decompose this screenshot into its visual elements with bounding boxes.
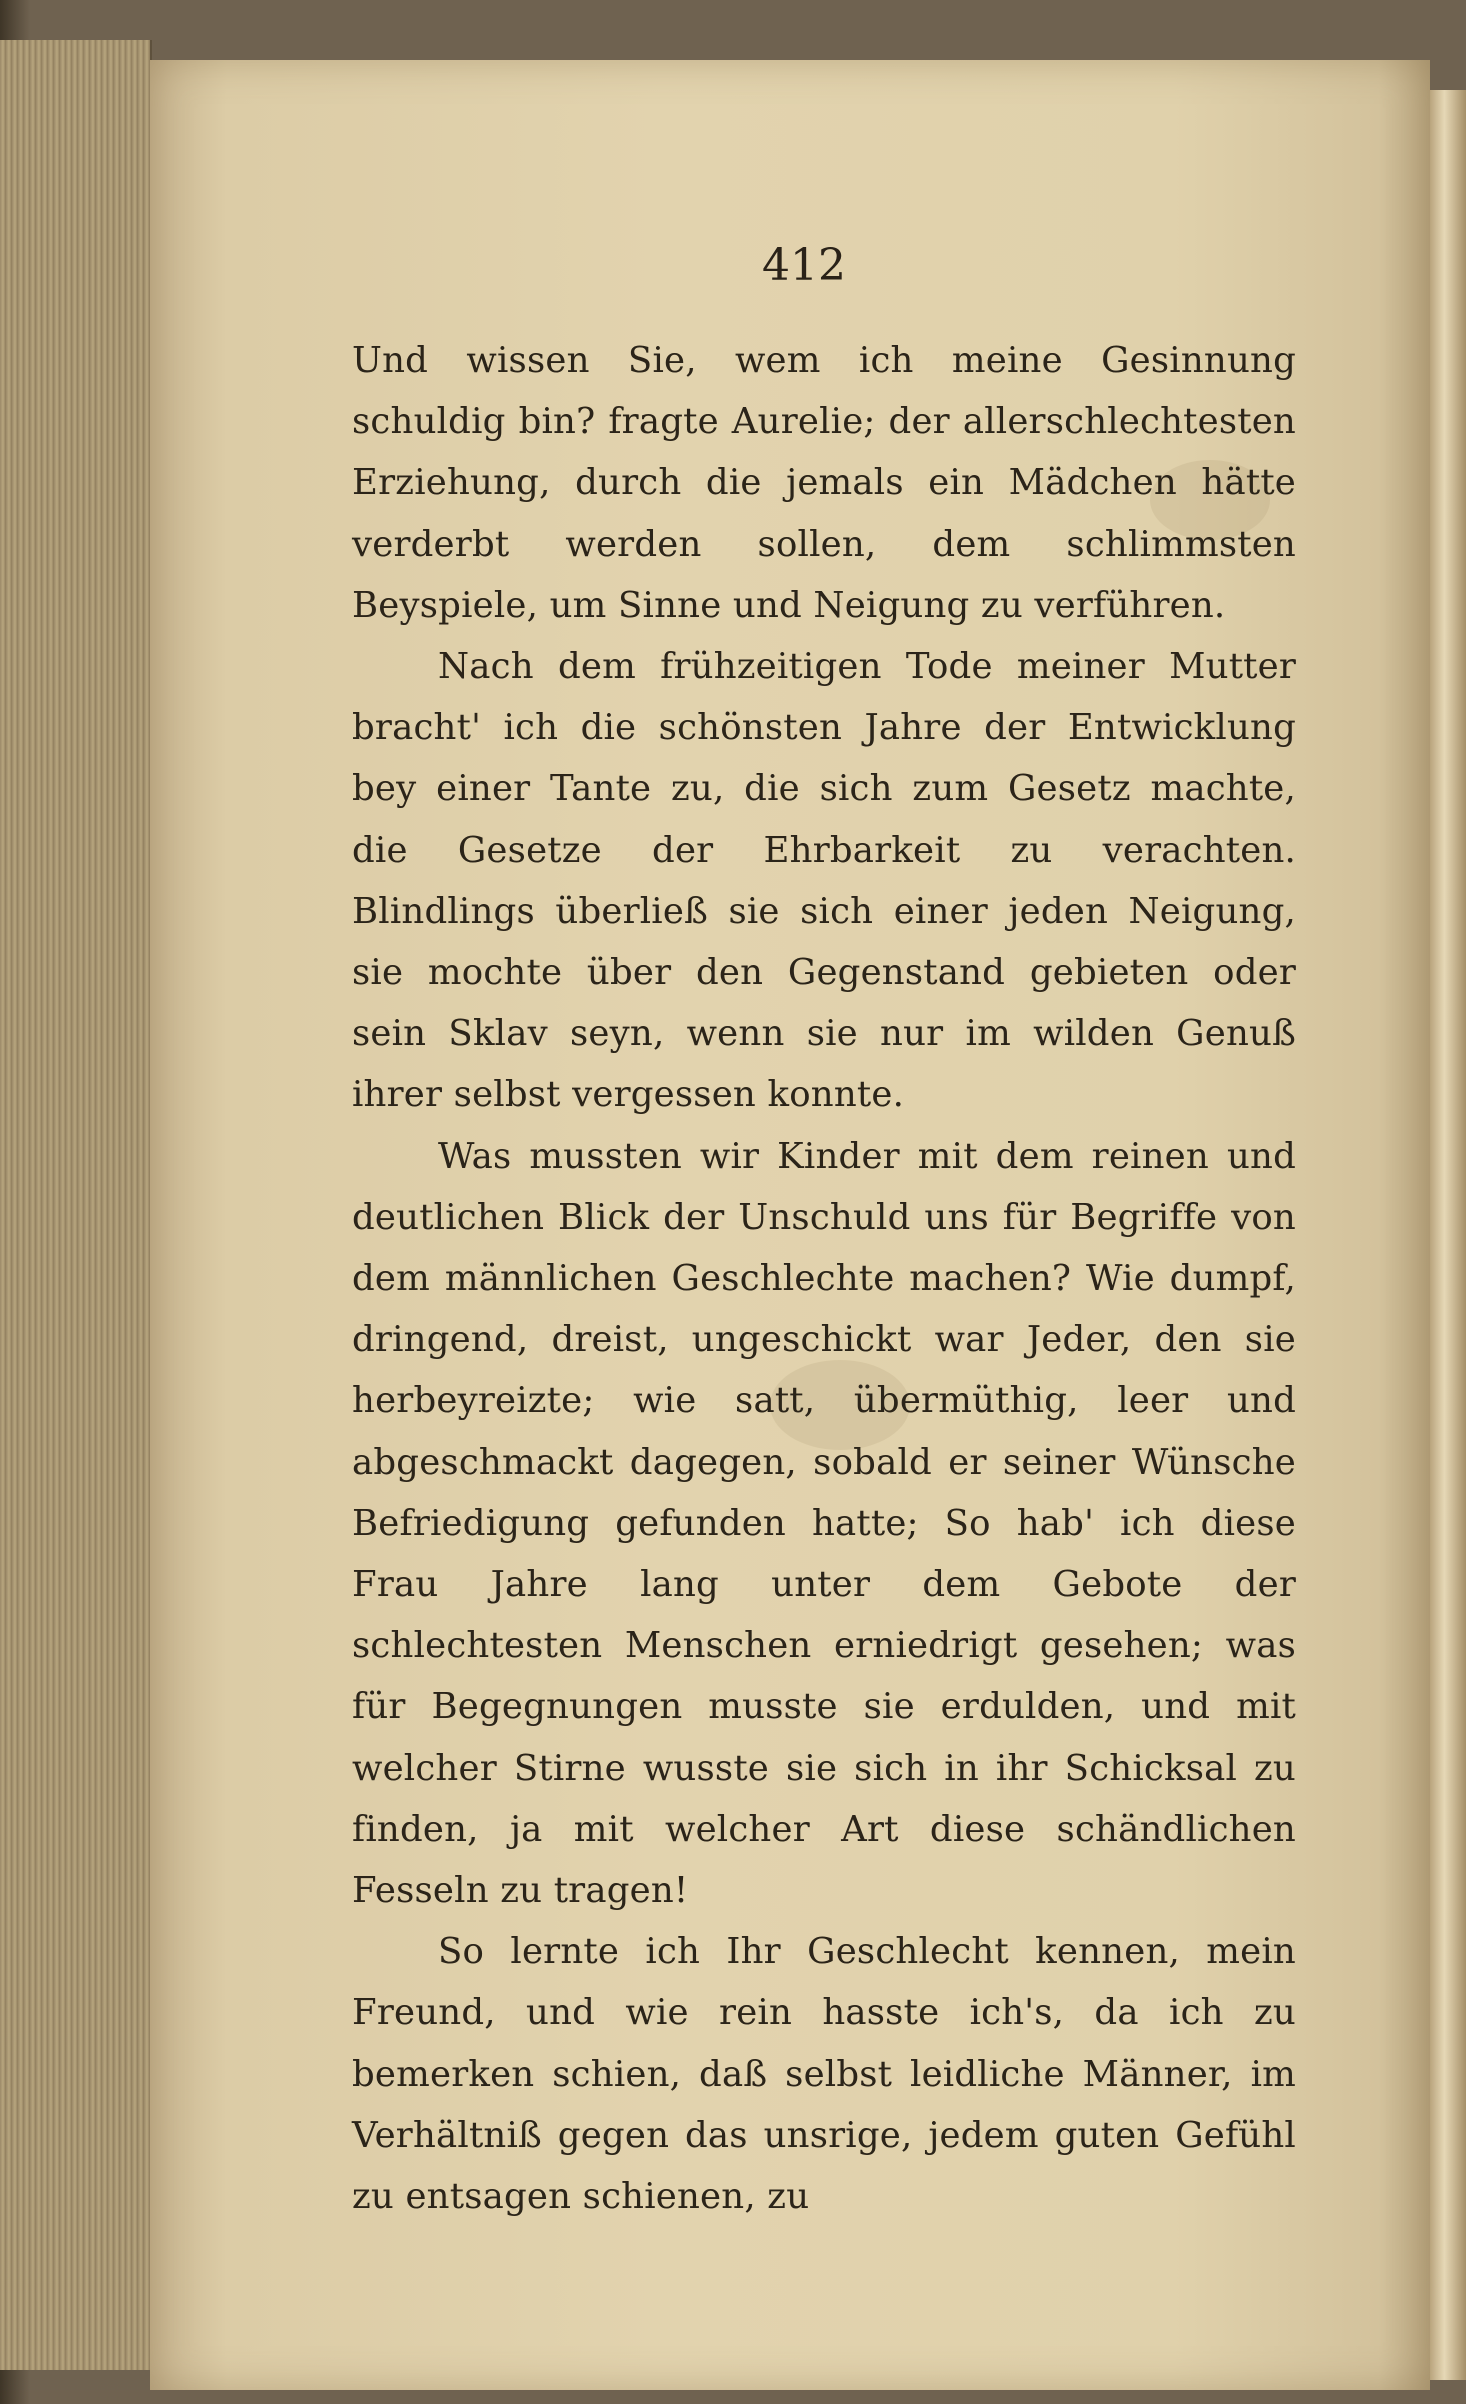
body-text bbox=[352, 330, 1296, 2227]
left-page-edges bbox=[0, 40, 152, 2370]
paragraph: Nach dem frühzeitigen Tode meiner Mutter bracht' ich die schönsten Jahre der Entwicklung bey einer Tante zu, die sich zum Gesetz machte, die Gesetze der Ehrbarkeit zu verachten. Blindlings überließ sie sich einer jeden Neigung, sie mochte über den Gegenstand gebieten oder sein Sklav seyn, wenn sie nur im wilden Genuß ihrer selbst vergessen konnte. bbox=[352, 646, 1296, 1116]
right-page-edge bbox=[1430, 90, 1466, 2380]
paragraph: Und wissen Sie, wem ich meine Gesinnung schuldig bin? fragte Aurelie; der allerschlechtesten Erziehung, durch die jemals ein Mädchen hätte verderbt werden sollen, dem schlimmsten Beyspiele, um Sinne und Neigung zu verführen. bbox=[352, 340, 1296, 626]
paragraph: Was mussten wir Kinder mit dem reinen und deutlichen Blick der Unschuld uns für Begriffe von dem männlichen Geschlechte machen? Wie dumpf, dringend, dreist, ungeschickt war Jeder, den sie herbeyreizte; wie satt, übermüthig, leer und abgeschmackt dagegen, sobald er seiner Wünsche Befriedigung gefunden hatte; So hab' ich diese Frau Jahre lang unter dem Gebote der schlechtesten Menschen erniedrigt gesehen; was für Begegnungen musste sie erdulden, und mit welcher Stirne wusste sie sich in ihr Schicksal zu finden, ja mit welcher Art diese schändlichen Fesseln zu tragen! bbox=[352, 1135, 1296, 1912]
page-number: 412 bbox=[762, 240, 846, 291]
paragraph: So lernte ich Ihr Geschlecht kennen, mein Freund, und wie rein hasste ich's, da ich zu bemerken schien, daß selbst leidliche Männer, im Verhältniß gegen das unsrige, jedem guten Gefühl zu entsagen schienen, zu bbox=[352, 1931, 1296, 2218]
